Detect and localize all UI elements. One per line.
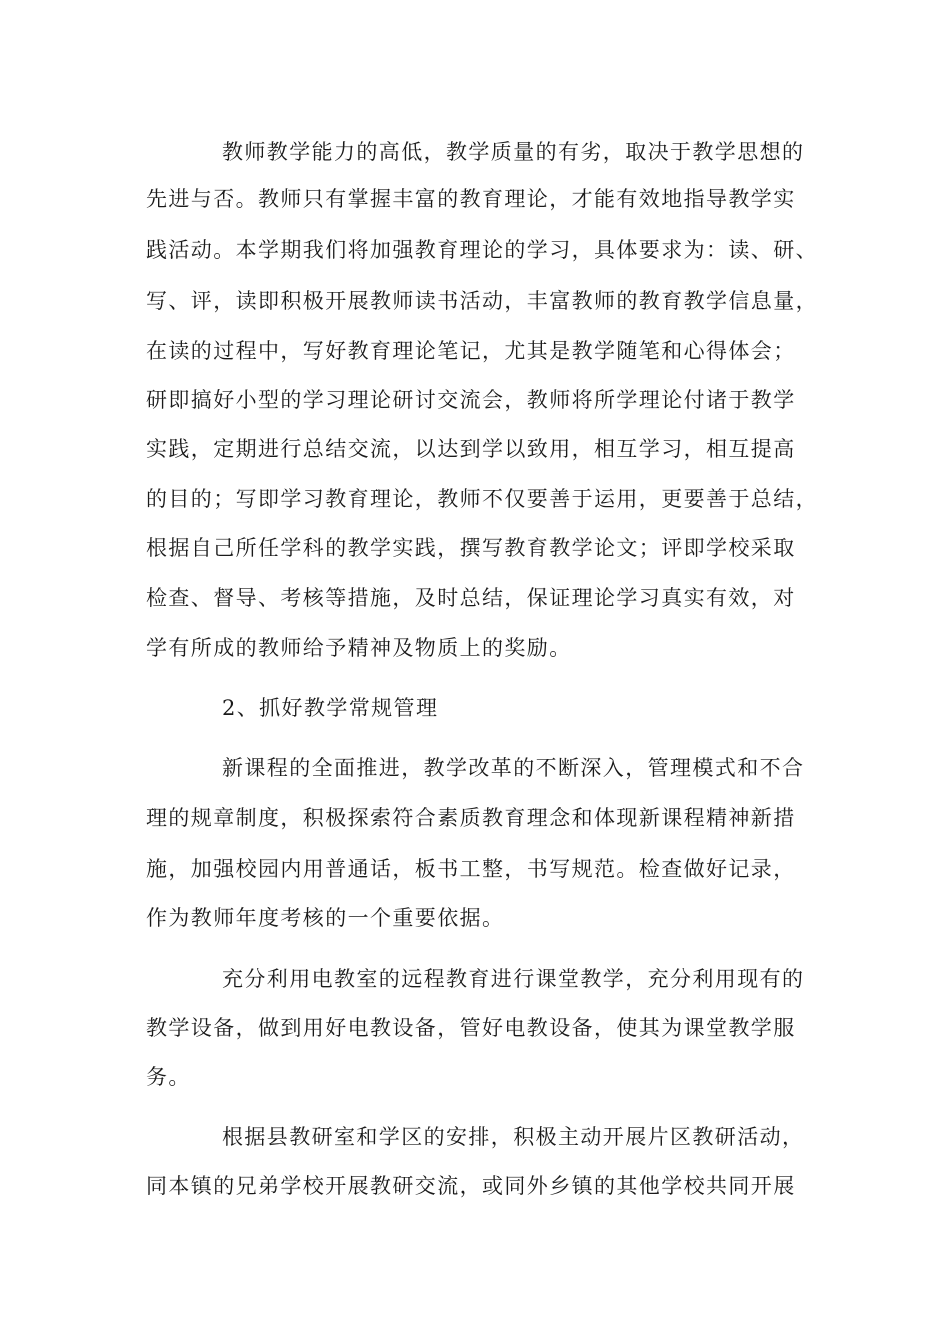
paragraph-4-line-1: 充分利用电教室的远程教育进行课堂教学，充分利用现有的 [222, 967, 805, 991]
paragraph-1-line-10: 检查、督导、考核等措施，及时总结，保证理论学习真实有效，对 [146, 586, 796, 610]
paragraph-1-line-9: 根据自己所任学科的教学实践，撰写教育教学论文；评即学校采取 [146, 536, 796, 560]
paragraph-4-line-2: 教学设备，做到用好电教设备，管好电教设备，使其为课堂教学服 [146, 1016, 796, 1040]
paragraph-1-line-2: 先进与否。教师只有掌握丰富的教育理论，才能有效地指导教学实 [146, 187, 796, 211]
paragraph-1-line-1: 教师教学能力的高低，教学质量的有劣，取决于教学思想的 [222, 140, 805, 164]
paragraph-4-line-3: 务。 [146, 1065, 191, 1089]
paragraph-1-line-11: 学有所成的教师给予精神及物质上的奖励。 [146, 636, 572, 660]
paragraph-5-line-1: 根据县教研室和学区的安排，积极主动开展片区教研活动， [222, 1125, 805, 1149]
paragraph-3-line-2: 理的规章制度，积极探索符合素质教育理念和体现新课程精神新措 [146, 806, 796, 830]
section-heading: 2、抓好教学常规管理 [222, 696, 439, 720]
paragraph-3-line-3: 施，加强校园内用普通话，板书工整，书写规范。检查做好记录， [146, 857, 796, 881]
paragraph-5-line-2: 同本镇的兄弟学校开展教研交流，或同外乡镇的其他学校共同开展 [146, 1174, 796, 1198]
paragraph-3-line-4: 作为教师年度考核的一个重要依据。 [146, 906, 505, 930]
paragraph-1-line-5: 在读的过程中，写好教育理论笔记，尤其是教学随笔和心得体会； [146, 339, 796, 363]
paragraph-1-line-7: 实践，定期进行总结交流，以达到学以致用，相互学习，相互提高 [146, 437, 796, 461]
paragraph-1-line-6: 研即搞好小型的学习理论研讨交流会，教师将所学理论付诸于教学 [146, 388, 796, 412]
paragraph-1-line-3: 践活动。本学期我们将加强教育理论的学习，具体要求为：读、研、 [146, 238, 818, 262]
paragraph-1-line-8: 的目的；写即学习教育理论，教师不仅要善于运用，更要善于总结， [146, 487, 818, 511]
paragraph-3-line-1: 新课程的全面推进，教学改革的不断深入，管理模式和不合 [222, 756, 805, 780]
paragraph-1-line-4: 写、评，读即积极开展教师读书活动，丰富教师的教育教学信息量， [146, 289, 818, 313]
